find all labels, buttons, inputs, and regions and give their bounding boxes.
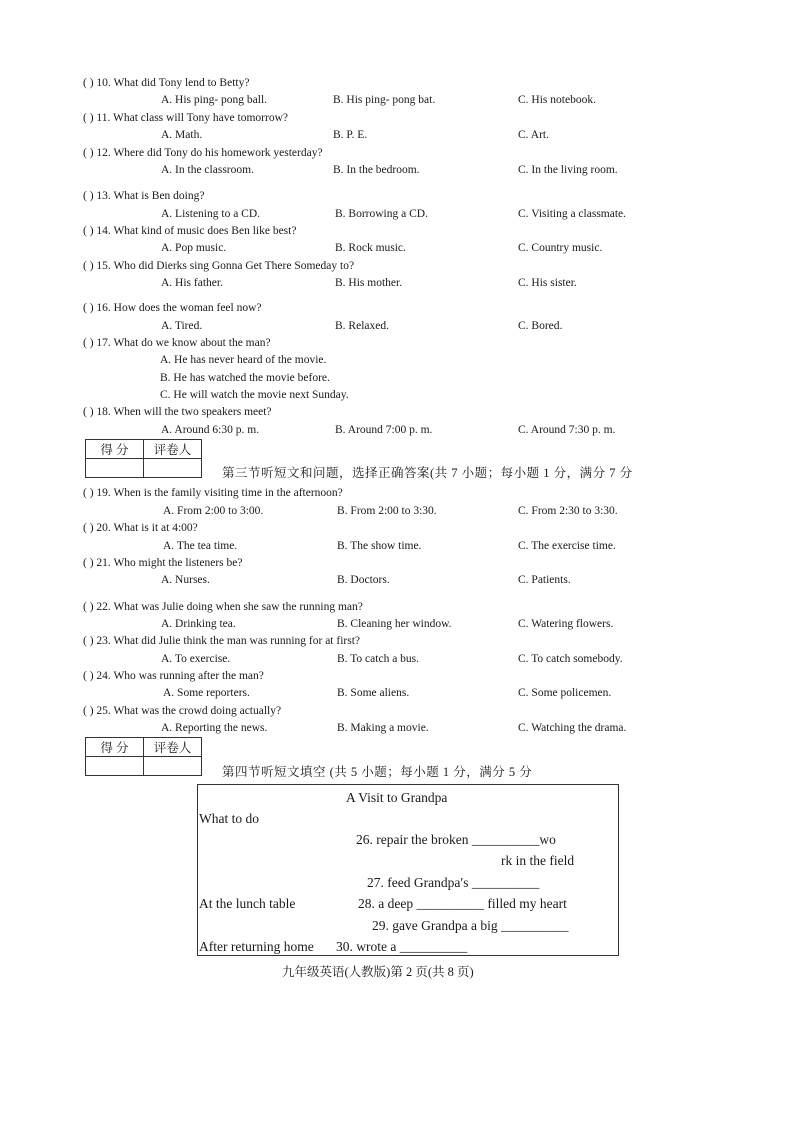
- option-a: A. To exercise.: [161, 653, 231, 665]
- fill-in-table: [197, 784, 619, 956]
- option-b: B. Cleaning her window.: [337, 618, 452, 630]
- score-cell: [86, 757, 144, 776]
- option-b: B. Relaxed.: [335, 320, 389, 332]
- option-b: B. His ping- pong bat.: [333, 94, 436, 106]
- question-stem: ( ) 17. What do we know about the man?: [83, 337, 271, 349]
- question-stem: ( ) 23. What did Julie think the man was running for at first?: [83, 635, 361, 647]
- option-c: C. His sister.: [518, 277, 577, 289]
- option-b: B. Around 7:00 p. m.: [335, 424, 433, 436]
- option-c: C. The exercise time.: [518, 540, 616, 552]
- option-b: B. P. E.: [333, 129, 368, 141]
- score-label: 得 分: [86, 440, 144, 459]
- option-a: A. Reporting the news.: [161, 722, 268, 734]
- option-c: C. His notebook.: [518, 94, 596, 106]
- blank-26-continued: rk in the field: [501, 853, 575, 868]
- blank-29: 29. gave Grandpa a big __________: [372, 918, 569, 933]
- option-c: C. Country music.: [518, 242, 603, 254]
- section-3-title: 第三节听短文和问题，选择正确答案(共 7 小题；每小题 1 分，满分 7 分: [222, 466, 633, 480]
- question-stem: ( ) 22. What was Julie doing when she saw the running man?: [83, 601, 363, 613]
- option-c: C. Visiting a classmate.: [518, 208, 627, 220]
- blank-30: 30. wrote a __________: [336, 939, 468, 954]
- option-b: B. Rock music.: [335, 242, 406, 254]
- score-box: [85, 737, 202, 776]
- grader-label: 评卷人: [144, 738, 202, 757]
- row-label-after-returning: After returning home: [199, 939, 314, 954]
- question-stem: ( ) 18. When will the two speakers meet?: [83, 406, 272, 418]
- question-stem: ( ) 13. What is Ben doing?: [83, 190, 205, 202]
- option-a: A. Drinking tea.: [161, 618, 236, 630]
- option-a: A. Tired.: [161, 320, 203, 332]
- question-stem: ( ) 16. How does the woman feel now?: [83, 302, 262, 314]
- option-c: C. Around 7:30 p. m.: [518, 424, 616, 436]
- option-c: C. Patients.: [518, 574, 571, 586]
- grader-label: 评卷人: [144, 440, 202, 459]
- blank-28: 28. a deep __________ filled my heart: [358, 896, 567, 911]
- option-b: B. He has watched the movie before.: [160, 372, 330, 384]
- question-stem: ( ) 10. What did Tony lend to Betty?: [83, 77, 250, 89]
- option-b: B. The show time.: [337, 540, 422, 552]
- page-footer: 九年级英语(人教版)第 2 页(共 8 页): [282, 965, 474, 979]
- question-stem: ( ) 25. What was the crowd doing actually?: [83, 705, 282, 717]
- option-c: C. Some policemen.: [518, 687, 612, 699]
- question-stem: ( ) 11. What class will Tony have tomorrow?: [83, 112, 288, 124]
- option-b: B. Making a movie.: [337, 722, 429, 734]
- option-a: A. In the classroom.: [161, 164, 254, 176]
- option-a: A. His ping- pong ball.: [161, 94, 268, 106]
- option-c: C. He will watch the movie next Sunday.: [160, 389, 349, 401]
- option-b: B. In the bedroom.: [333, 164, 420, 176]
- option-a: A. Listening to a CD.: [161, 208, 261, 220]
- question-stem: ( ) 24. Who was running after the man?: [83, 670, 264, 682]
- option-c: C. In the living room.: [518, 164, 618, 176]
- table-title: A Visit to Grandpa: [346, 790, 448, 805]
- score-label: 得 分: [86, 738, 144, 757]
- blank-26: 26. repair the broken __________wo: [356, 832, 556, 847]
- question-stem: ( ) 12. Where did Tony do his homework yesterday?: [83, 147, 323, 159]
- option-c: C. Art.: [518, 129, 549, 141]
- option-a: A. The tea time.: [163, 540, 238, 552]
- row-label-what-to-do: What to do: [199, 811, 259, 826]
- option-a: A. Around 6:30 p. m.: [161, 424, 260, 436]
- question-stem: ( ) 15. Who did Dierks sing Gonna Get There Someday to?: [83, 260, 355, 272]
- question-stem: ( ) 21. Who might the listeners be?: [83, 557, 243, 569]
- option-b: B. Some aliens.: [337, 687, 410, 699]
- option-a: A. He has never heard of the movie.: [160, 354, 327, 366]
- option-b: B. To catch a bus.: [337, 653, 420, 665]
- option-c: C. From 2:30 to 3:30.: [518, 505, 618, 517]
- blank-27: 27. feed Grandpa′s __________: [367, 875, 540, 890]
- option-b: B. Doctors.: [337, 574, 390, 586]
- option-a: A. His father.: [161, 277, 223, 289]
- option-c: C. To catch somebody.: [518, 653, 623, 665]
- row-label-lunch: At the lunch table: [199, 896, 296, 911]
- option-a: A. Nurses.: [161, 574, 210, 586]
- question-stem: ( ) 19. When is the family visiting time in the afternoon?: [83, 487, 343, 499]
- option-a: A. From 2:00 to 3:00.: [163, 505, 264, 517]
- option-b: B. From 2:00 to 3:30.: [337, 505, 437, 517]
- option-c: C. Watching the drama.: [518, 722, 627, 734]
- question-stem: ( ) 14. What kind of music does Ben like best?: [83, 225, 297, 237]
- option-a: A. Math.: [161, 129, 203, 141]
- option-c: C. Watering flowers.: [518, 618, 614, 630]
- question-stem: ( ) 20. What is it at 4:00?: [83, 522, 198, 534]
- option-b: B. Borrowing a CD.: [335, 208, 428, 220]
- option-c: C. Bored.: [518, 320, 563, 332]
- score-box: [85, 439, 202, 478]
- score-cell: [86, 459, 144, 478]
- grader-cell: [144, 459, 202, 478]
- option-a: A. Some reporters.: [163, 687, 250, 699]
- grader-cell: [144, 757, 202, 776]
- section-4-title: 第四节听短文填空 (共 5 小题；每小题 1 分，满分 5 分: [222, 765, 533, 779]
- option-b: B. His mother.: [335, 277, 403, 289]
- option-a: A. Pop music.: [161, 242, 227, 254]
